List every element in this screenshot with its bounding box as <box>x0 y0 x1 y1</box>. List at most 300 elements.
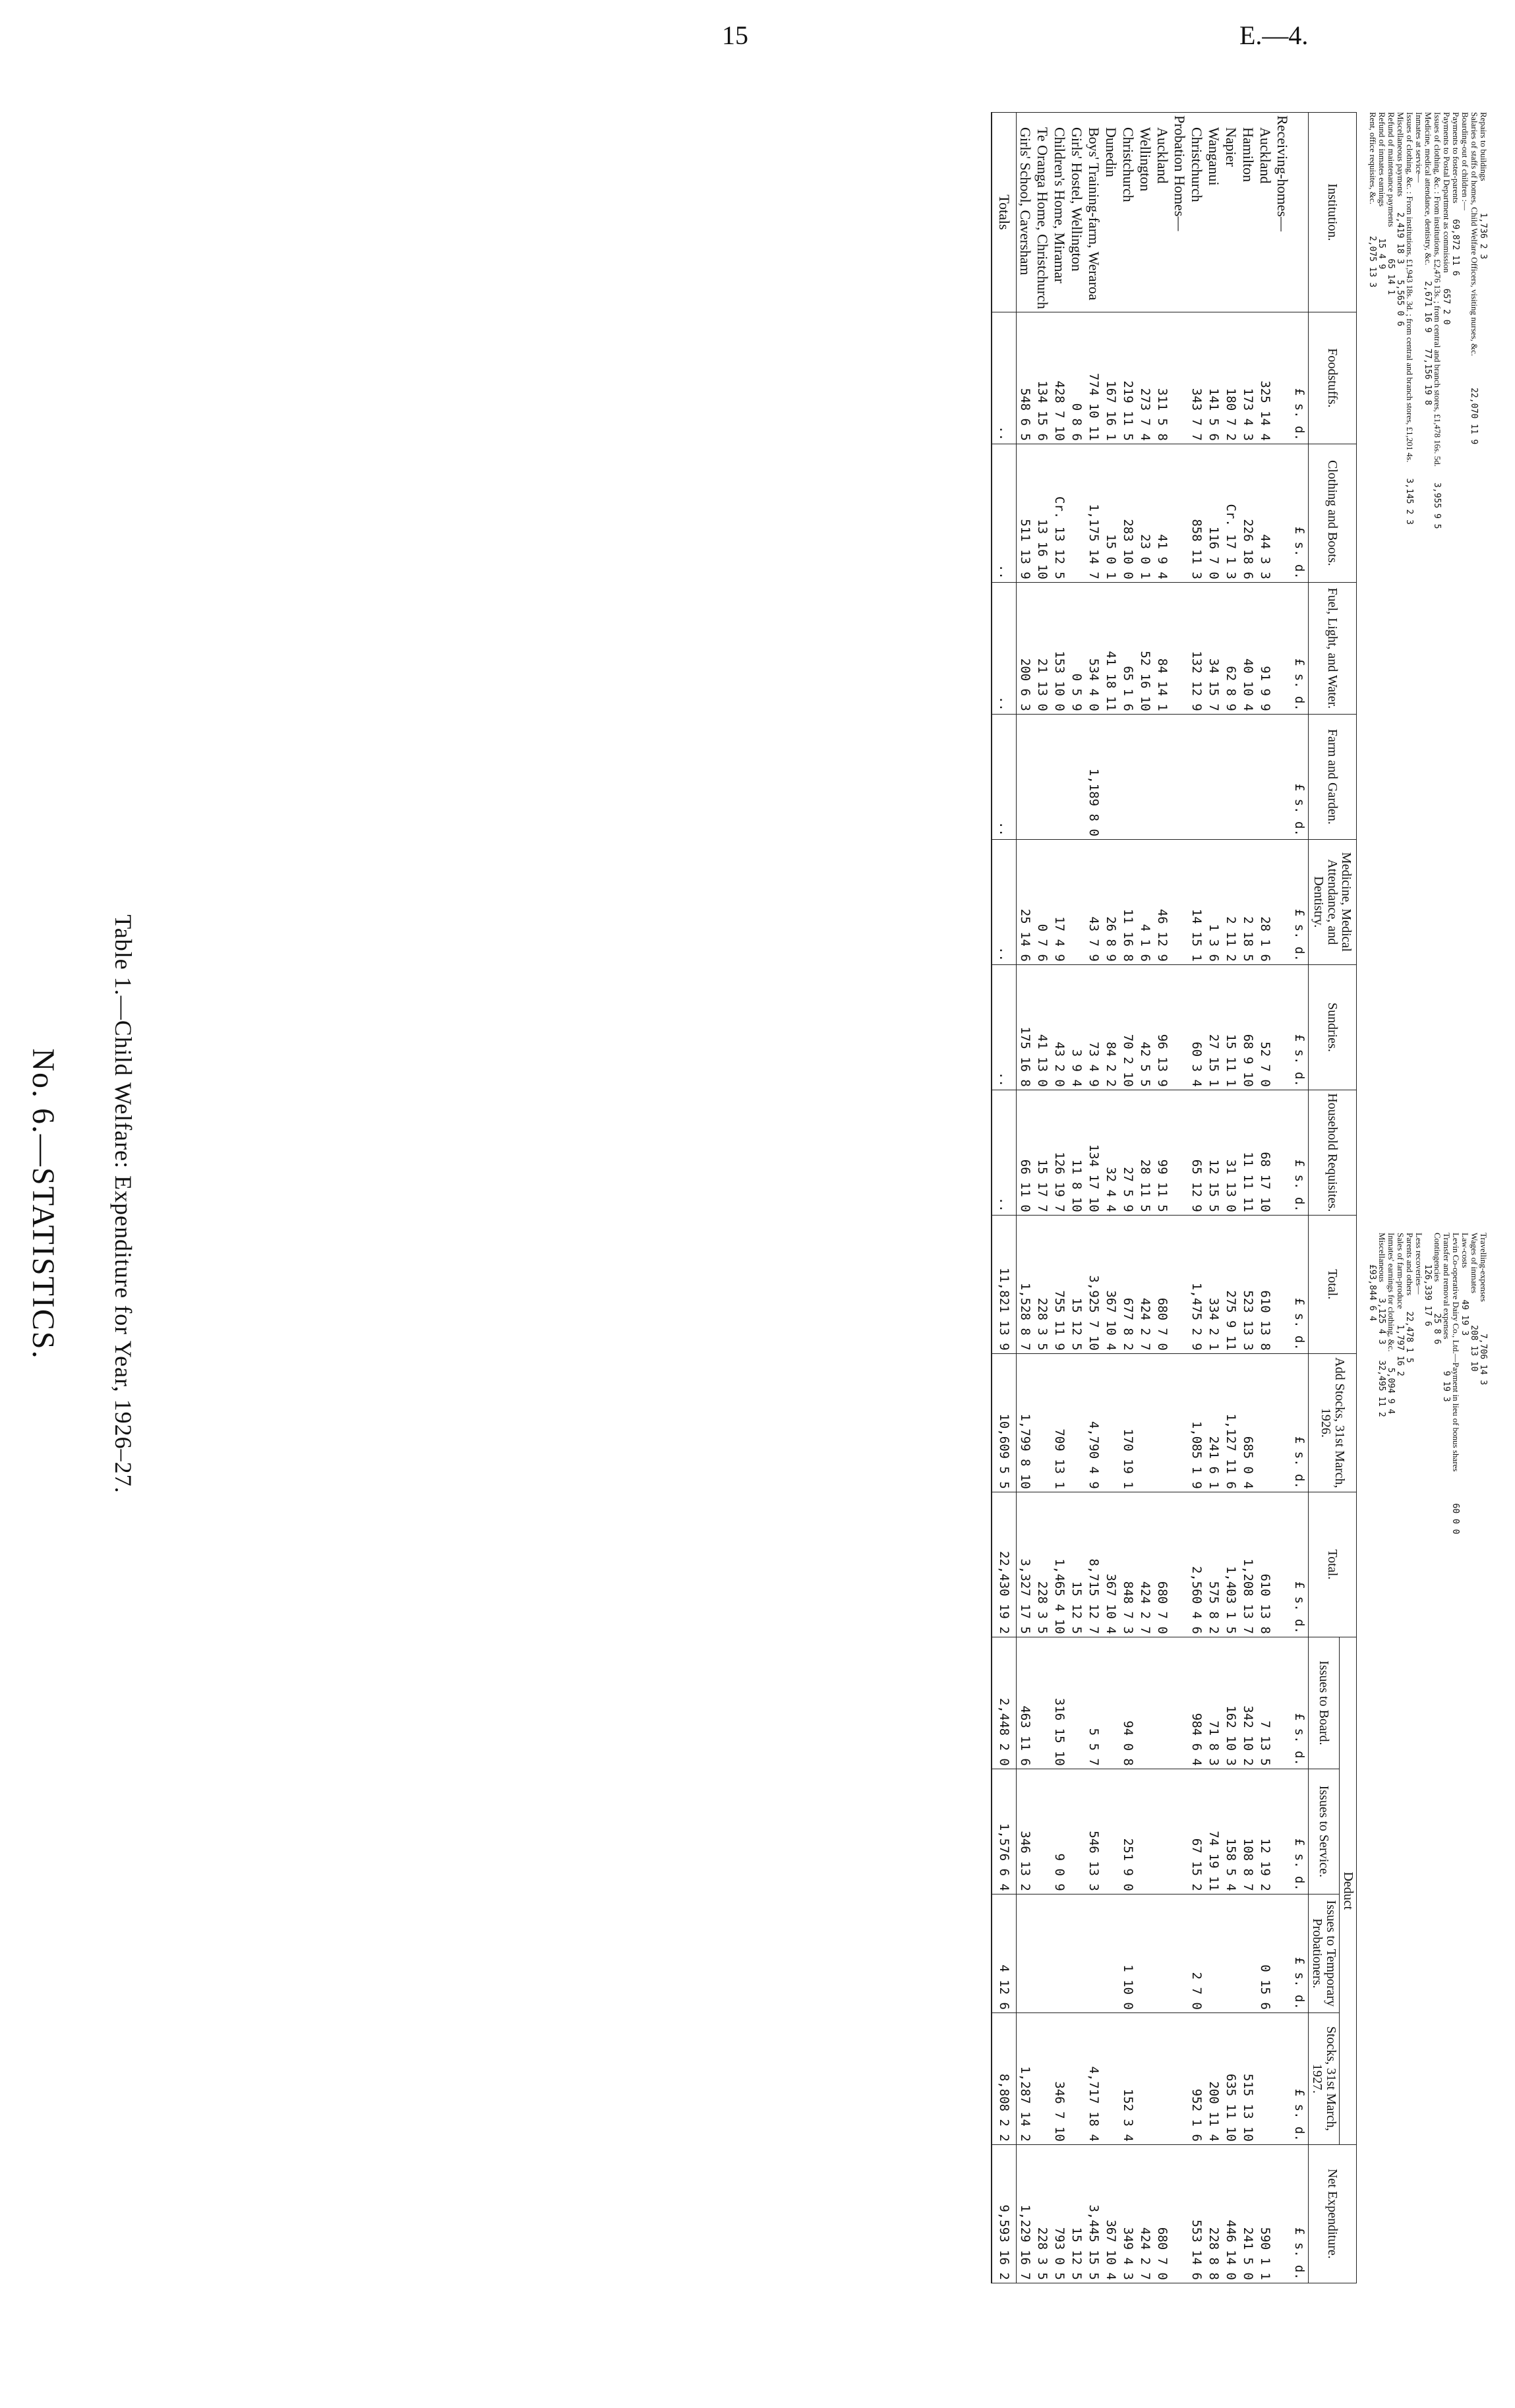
summary-label: Inmates at service— <box>1414 112 1424 183</box>
col-total-1: Total. <box>1309 1215 1357 1353</box>
value-cell <box>1102 714 1119 839</box>
value-cell <box>1137 1637 1154 1769</box>
value-cell <box>1274 312 1291 444</box>
value-cell <box>1171 1637 1188 1769</box>
value-cell: 515 13 10 <box>1239 2012 1257 2144</box>
value-cell: 11 11 11 <box>1239 1090 1257 1215</box>
institution-cell: Auckland <box>1257 113 1274 312</box>
summary-label: Rent, office requisites, &c. <box>1368 112 1378 204</box>
value-cell <box>1034 1769 1051 1894</box>
value-cell: 0 5 9 <box>1068 582 1085 714</box>
total-cell: 22,430 19 2 <box>992 1492 1017 1637</box>
value-cell: 15 0 1 <box>1102 444 1119 582</box>
summary-amount: 9 19 3 <box>1441 1370 1451 1402</box>
col-total-2: Total. <box>1309 1492 1357 1637</box>
value-cell <box>1119 714 1137 839</box>
value-cell: 41 13 0 <box>1034 964 1051 1090</box>
col-issues-probationers: Issues to Temporary Probationers. <box>1309 1894 1340 2012</box>
summary-label: Travelling-expenses <box>1479 1233 1489 1302</box>
value-cell: 1,127 11 6 <box>1222 1353 1239 1492</box>
value-cell: 32 4 4 <box>1102 1090 1119 1215</box>
value-cell: 0 7 6 <box>1034 839 1051 964</box>
value-cell <box>1154 714 1171 839</box>
summary-subamount: 1,797 16 2 <box>1395 1324 1405 1376</box>
value-cell <box>1154 1637 1171 1769</box>
col-fuel: Fuel, Light, and Water. <box>1309 582 1357 714</box>
value-cell: 709 13 1 <box>1051 1353 1068 1492</box>
value-cell: 52 7 0 <box>1257 964 1274 1090</box>
value-cell: 685 0 4 <box>1239 1353 1257 1492</box>
value-cell: 43 7 9 <box>1085 839 1102 964</box>
summary-subamount: 657 2 0 <box>1441 288 1451 325</box>
value-cell: 12 19 2 <box>1257 1769 1274 1894</box>
value-cell <box>1137 1353 1154 1492</box>
table-row <box>1222 113 1239 2283</box>
institution-cell: Receiving-homes— <box>1274 113 1291 312</box>
value-cell <box>1274 1090 1291 1215</box>
total-cell: .. <box>992 839 1017 964</box>
summary-row <box>1441 112 1452 341</box>
value-cell <box>1017 714 1034 839</box>
institution-cell: Wellington <box>1137 113 1154 312</box>
summary-amount: 126,339 17 6 <box>1423 1264 1433 1326</box>
value-cell <box>1171 582 1188 714</box>
value-cell: 162 10 3 <box>1222 1637 1239 1769</box>
col-household: Household Requisites. <box>1309 1090 1357 1215</box>
table-row <box>1102 113 1119 2283</box>
summary-label: Issues of clothing, &c. : From institutions, £2,476 13s. ; from central and branch stores, £1,478 16s. 5d. <box>1433 112 1442 467</box>
value-cell: 610 13 8 <box>1257 1215 1274 1353</box>
summary-amount: 22,070 11 9 <box>1469 388 1479 445</box>
value-cell: 523 13 3 <box>1239 1215 1257 1353</box>
institution-cell: Christchurch <box>1188 113 1205 312</box>
summary-amount: 77,156 19 8 <box>1423 348 1433 405</box>
value-cell: 275 9 11 <box>1222 1215 1239 1353</box>
total-cell: .. <box>992 1090 1017 1215</box>
total-cell: 10,609 5 5 <box>992 1353 1017 1492</box>
value-cell: 5 5 7 <box>1085 1637 1102 1769</box>
value-cell: 228 3 5 <box>1034 2144 1051 2283</box>
value-cell <box>1171 1215 1188 1353</box>
summary-label: Issues of clothing, &c. : From institutions, £1,943 18s. 3d. ; from central and branch stores, £1,201 4s. <box>1405 112 1415 463</box>
institution-cell: Christchurch <box>1119 113 1137 312</box>
value-cell: 546 13 3 <box>1085 1769 1102 1894</box>
value-cell <box>1034 1637 1051 1769</box>
value-cell: 42 5 5 <box>1137 964 1154 1090</box>
summary-row <box>1432 1233 1442 1344</box>
value-cell: 34 15 7 <box>1205 582 1222 714</box>
units-cell: £ s. d. <box>1291 1769 1309 1894</box>
value-cell <box>1274 2012 1291 2144</box>
summary-row <box>1478 112 1489 259</box>
value-cell: 67 15 2 <box>1188 1769 1205 1894</box>
summary-subamount: 3,125 4 3 <box>1377 1298 1386 1345</box>
value-cell <box>1068 1769 1085 1894</box>
summary-amount: 208 13 10 <box>1469 1325 1479 1372</box>
units-cell: £ s. d. <box>1291 1215 1309 1353</box>
value-cell: 283 10 0 <box>1119 444 1137 582</box>
value-cell <box>1274 839 1291 964</box>
table-title: Table 1.—Child Welfare: Expenditure for Year, 1926–27. <box>110 914 136 1494</box>
summary-row <box>1404 1233 1415 1379</box>
summary-subamount: 2,671 16 9 <box>1423 281 1433 333</box>
value-cell <box>1068 1637 1085 1769</box>
value-cell: 858 11 3 <box>1188 444 1205 582</box>
summary-label: Miscellaneous <box>1377 1233 1387 1283</box>
value-cell: 511 13 9 <box>1017 444 1034 582</box>
value-cell: 175 16 8 <box>1017 964 1034 1090</box>
value-cell: 116 7 0 <box>1205 444 1222 582</box>
summary-subamount: 2,419 18 3 <box>1395 212 1405 264</box>
value-cell: 21 13 0 <box>1034 582 1051 714</box>
section-heading: No. 6.—STATISTICS. <box>26 1048 61 1360</box>
value-cell: 3,327 17 5 <box>1017 1492 1034 1637</box>
summary-subamount: 3,955 9 5 <box>1432 483 1442 529</box>
total-cell: 9,593 16 2 <box>992 2144 1017 2283</box>
value-cell <box>1154 1353 1171 1492</box>
value-cell: 774 10 11 <box>1085 312 1102 444</box>
value-cell: 325 14 4 <box>1257 312 1274 444</box>
value-cell: 40 10 4 <box>1239 582 1257 714</box>
value-cell: 134 15 6 <box>1034 312 1051 444</box>
value-cell: 952 1 6 <box>1188 2012 1205 2144</box>
value-cell <box>1154 1769 1171 1894</box>
col-issues-service: Issues to Service. <box>1309 1769 1340 1894</box>
value-cell: 219 11 5 <box>1119 312 1137 444</box>
value-cell: 346 13 2 <box>1017 1769 1034 1894</box>
value-cell <box>1239 1894 1257 2012</box>
summary-row <box>1404 112 1415 541</box>
value-cell <box>1034 1894 1051 2012</box>
units-cell: £ s. d. <box>1291 964 1309 1090</box>
value-cell <box>1137 1894 1154 2012</box>
value-cell: 27 15 1 <box>1205 964 1222 1090</box>
value-cell: 680 7 0 <box>1154 1215 1171 1353</box>
summary-amount: 65 14 1 <box>1386 258 1396 295</box>
summary-row <box>1460 1233 1470 1336</box>
value-cell: 635 11 10 <box>1222 2012 1239 2144</box>
value-cell: 428 7 10 <box>1051 312 1068 444</box>
summary-row <box>1450 112 1461 291</box>
value-cell <box>1034 1353 1051 1492</box>
value-cell: 65 12 9 <box>1188 1090 1205 1215</box>
units-cell: £ s. d. <box>1291 839 1309 964</box>
value-cell: 44 3 3 <box>1257 444 1274 582</box>
value-cell: 152 3 4 <box>1119 2012 1137 2144</box>
value-cell: 28 1 6 <box>1257 839 1274 964</box>
summary-row <box>1377 1233 1387 1417</box>
summary-row <box>1395 1233 1406 1392</box>
value-cell: 4,790 4 9 <box>1085 1353 1102 1492</box>
value-cell: 17 4 9 <box>1051 839 1068 964</box>
value-cell: 68 9 10 <box>1239 964 1257 1090</box>
value-cell <box>1102 1894 1119 2012</box>
col-farm: Farm and Garden. <box>1309 714 1357 839</box>
summary-label: Payments to Postal Department as commission <box>1442 112 1452 273</box>
table-row <box>1257 113 1274 2283</box>
summary-row <box>1432 112 1442 544</box>
value-cell: 228 3 5 <box>1034 1492 1051 1637</box>
value-cell <box>1051 1894 1068 2012</box>
institution-cell: Dunedin <box>1102 113 1119 312</box>
value-cell <box>1068 2012 1085 2144</box>
summary-label: Inmates' earnings for clothing, &c. <box>1386 1233 1396 1352</box>
value-cell <box>1274 2144 1291 2283</box>
summary-subamount: 3,145 2 3 <box>1404 478 1414 525</box>
value-cell <box>1051 714 1068 839</box>
value-cell: 553 14 6 <box>1188 2144 1205 2283</box>
table-row <box>1137 113 1154 2283</box>
value-cell: 8,715 12 7 <box>1085 1492 1102 1637</box>
value-cell: 43 2 0 <box>1051 964 1068 1090</box>
value-cell: 15 17 7 <box>1034 1090 1051 1215</box>
value-cell: 11 8 10 <box>1068 1090 1085 1215</box>
total-cell: .. <box>992 714 1017 839</box>
table-row <box>1068 113 1085 2283</box>
col-clothing: Clothing and Boots. <box>1309 444 1357 582</box>
value-cell: 9 0 9 <box>1051 1769 1068 1894</box>
value-cell: 65 1 6 <box>1119 582 1137 714</box>
value-cell: 251 9 0 <box>1119 1769 1137 1894</box>
value-cell: 11 16 8 <box>1119 839 1137 964</box>
summary-label: Refund of inmates earnings <box>1377 112 1387 207</box>
institution-cell: Children's Home, Miramar <box>1051 113 1068 312</box>
summary-amount: 60 0 0 <box>1450 1503 1460 1535</box>
institution-cell: Te Oranga Home, Christchurch <box>1034 113 1051 312</box>
total-cell: 4 12 6 <box>992 1894 1017 2012</box>
value-cell <box>1188 714 1205 839</box>
value-cell: 126 19 7 <box>1051 1090 1068 1215</box>
col-issues-board: Issues to Board. <box>1309 1637 1340 1769</box>
value-cell: 1,287 14 2 <box>1017 2012 1034 2144</box>
value-cell: 677 8 2 <box>1119 1215 1137 1353</box>
value-cell: 41 18 11 <box>1102 582 1119 714</box>
summary-amount: 25 8 6 <box>1432 1313 1442 1345</box>
total-cell: 2,448 2 0 <box>992 1637 1017 1769</box>
value-cell: 15 11 1 <box>1222 964 1239 1090</box>
value-cell: 346 7 10 <box>1051 2012 1068 2144</box>
value-cell: 7 13 5 <box>1257 1637 1274 1769</box>
value-cell: 14 15 1 <box>1188 839 1205 964</box>
units-cell: £ s. d. <box>1291 312 1309 444</box>
value-cell <box>1137 714 1154 839</box>
summary-row <box>1413 112 1424 214</box>
summary-label: Boarding-out of children :— <box>1460 112 1470 211</box>
institution-cell: Auckland <box>1154 113 1171 312</box>
value-cell: 984 6 4 <box>1188 1637 1205 1769</box>
value-cell <box>1205 1894 1222 2012</box>
value-cell: 446 14 0 <box>1222 2144 1239 2283</box>
units-cell <box>1291 113 1309 312</box>
value-cell: 3,925 7 10 <box>1085 1215 1102 1353</box>
units-cell: £ s. d. <box>1291 714 1309 839</box>
value-cell: 84 2 2 <box>1102 964 1119 1090</box>
value-cell: 367 10 4 <box>1102 1492 1119 1637</box>
value-cell: 1,085 1 9 <box>1188 1353 1205 1492</box>
value-cell: 25 14 6 <box>1017 839 1034 964</box>
value-cell <box>1171 312 1188 444</box>
total-cell: 8,808 2 2 <box>992 2012 1017 2144</box>
value-cell <box>1274 1894 1291 2012</box>
value-cell: 311 5 8 <box>1154 312 1171 444</box>
total-cell: 11,821 13 9 <box>992 1215 1017 1353</box>
value-cell: 134 17 10 <box>1085 1090 1102 1215</box>
value-cell: 2 18 5 <box>1239 839 1257 964</box>
summary-row <box>1377 112 1387 269</box>
institution-cell: Probation Homes— <box>1171 113 1188 312</box>
table-row <box>1017 113 1034 2283</box>
value-cell: 534 4 0 <box>1085 582 1102 714</box>
value-cell: 4,717 18 4 <box>1085 2012 1102 2144</box>
value-cell: 575 8 2 <box>1205 1492 1222 1637</box>
value-cell: 1,465 4 10 <box>1051 1492 1068 1637</box>
value-cell: 680 7 0 <box>1154 2144 1171 2283</box>
value-cell: 2,560 4 6 <box>1188 1492 1205 1637</box>
value-cell: 228 8 8 <box>1205 2144 1222 2283</box>
value-cell: 1,403 1 5 <box>1222 1492 1239 1637</box>
value-cell <box>1222 714 1239 839</box>
value-cell <box>1068 444 1085 582</box>
value-cell: 273 7 4 <box>1137 312 1154 444</box>
totals-label: Totals <box>992 113 1017 312</box>
value-cell: 158 5 4 <box>1222 1769 1239 1894</box>
value-cell <box>1102 1353 1119 1492</box>
units-cell: £ s. d. <box>1291 1353 1309 1492</box>
value-cell <box>1171 2012 1188 2144</box>
total-cell: .. <box>992 964 1017 1090</box>
summary-amount: 5,565 0 6 <box>1395 279 1405 326</box>
summary-label: Parents and others <box>1405 1233 1415 1296</box>
value-cell: 74 19 11 <box>1205 1769 1222 1894</box>
value-cell <box>1171 1492 1188 1637</box>
total-cell: 1,576 6 4 <box>992 1769 1017 1894</box>
value-cell: 1,229 16 7 <box>1017 2144 1034 2283</box>
summary-row <box>1386 1233 1396 1430</box>
value-cell: 4 1 6 <box>1137 839 1154 964</box>
value-cell: 173 4 3 <box>1239 312 1257 444</box>
summary-row <box>1386 112 1396 295</box>
value-cell: 52 16 10 <box>1137 582 1154 714</box>
value-cell <box>1034 714 1051 839</box>
value-cell: 66 11 0 <box>1017 1090 1034 1215</box>
table-row <box>1085 113 1102 2283</box>
value-cell <box>1274 1492 1291 1637</box>
value-cell: 15 12 5 <box>1068 2144 1085 2283</box>
value-cell: 367 10 4 <box>1102 2144 1119 2283</box>
value-cell: 228 3 5 <box>1034 1215 1051 1353</box>
summary-label: Levin Co-operative Dairy Co., Ltd.—Payment in lieu of bonus shares <box>1451 1233 1461 1472</box>
value-cell: 27 5 9 <box>1119 1090 1137 1215</box>
value-cell: 848 7 3 <box>1119 1492 1137 1637</box>
value-cell: 424 2 7 <box>1137 2144 1154 2283</box>
summary-row <box>1478 1233 1489 1385</box>
value-cell: 241 6 1 <box>1205 1353 1222 1492</box>
summary-row <box>1423 1233 1433 1326</box>
page-code: E.—4. <box>1239 20 1309 50</box>
value-cell: 15 12 5 <box>1068 1215 1085 1353</box>
summary-label: Less recoveries— <box>1414 1233 1424 1295</box>
col-net-expenditure: Net Expenditure. <box>1309 2144 1357 2283</box>
summary-subamount: 5,094 9 4 <box>1386 1367 1396 1415</box>
table-body <box>992 113 1291 2283</box>
value-cell: 424 2 7 <box>1137 1215 1154 1353</box>
expenditure-table <box>991 112 1357 2283</box>
value-cell <box>1171 1353 1188 1492</box>
value-cell: 1,175 14 7 <box>1085 444 1102 582</box>
summary-amount: £93,844 6 4 <box>1367 1264 1377 1322</box>
total-cell: .. <box>992 312 1017 444</box>
value-cell <box>1034 2012 1051 2144</box>
value-cell <box>1085 1894 1102 2012</box>
col-stocks-1927: Stocks, 31st March, 1927. <box>1309 2012 1340 2144</box>
value-cell: 31 13 0 <box>1222 1090 1239 1215</box>
summary-section <box>1363 112 1489 2347</box>
value-cell: 26 8 9 <box>1102 839 1119 964</box>
value-cell: 132 12 9 <box>1188 582 1205 714</box>
units-row <box>1291 113 1309 2283</box>
value-cell <box>1274 964 1291 1090</box>
summary-row <box>1469 112 1479 444</box>
value-cell: 343 7 7 <box>1188 312 1205 444</box>
page-number: 15 <box>722 20 748 50</box>
expenditure-table-container <box>150 112 1357 2347</box>
value-cell: 170 19 1 <box>1119 1353 1137 1492</box>
value-cell: 108 8 7 <box>1239 1769 1257 1894</box>
table-row <box>1034 113 1051 2283</box>
value-cell: 84 14 1 <box>1154 582 1171 714</box>
value-cell <box>1154 2012 1171 2144</box>
value-cell: 0 15 6 <box>1257 1894 1274 2012</box>
summary-row <box>1441 1233 1452 1402</box>
deduct-header: Deduct <box>1340 1637 1357 2144</box>
table-row <box>1188 113 1205 2283</box>
units-cell: £ s. d. <box>1291 1637 1309 1769</box>
value-cell: 141 5 6 <box>1205 312 1222 444</box>
summary-label: Refund of maintenance payments <box>1386 112 1396 227</box>
value-cell <box>1102 1769 1119 1894</box>
col-medicine: Medicine, Medical Attendance, and Dentistry. <box>1309 839 1357 964</box>
col-institution: Institution. <box>1309 113 1357 312</box>
value-cell <box>1154 1894 1171 2012</box>
institution-cell: Boys' Training-farm, Weraroa <box>1085 113 1102 312</box>
value-cell <box>1274 582 1291 714</box>
units-cell: £ s. d. <box>1291 582 1309 714</box>
table-row <box>1239 113 1257 2283</box>
summary-amount: 1,736 2 3 <box>1478 212 1488 260</box>
value-cell: 1,475 2 9 <box>1188 1215 1205 1353</box>
value-cell <box>1068 714 1085 839</box>
summary-row <box>1469 1233 1479 1372</box>
value-cell <box>1171 1894 1188 2012</box>
value-cell: 1,799 8 10 <box>1017 1353 1034 1492</box>
value-cell: 60 3 4 <box>1188 964 1205 1090</box>
value-cell: 200 6 3 <box>1017 582 1034 714</box>
value-cell <box>1239 714 1257 839</box>
value-cell: 12 15 5 <box>1205 1090 1222 1215</box>
col-foodstuffs: Foodstuffs. <box>1309 312 1357 444</box>
value-cell <box>1171 1769 1188 1894</box>
value-cell <box>1274 1769 1291 1894</box>
value-cell: 1,208 13 7 <box>1239 1492 1257 1637</box>
summary-label: Transfer and removal expenses <box>1442 1233 1452 1339</box>
units-cell: £ s. d. <box>1291 444 1309 582</box>
units-cell: £ s. d. <box>1291 1492 1309 1637</box>
units-cell: £ s. d. <box>1291 1894 1309 2012</box>
value-cell: 241 5 0 <box>1239 2144 1257 2283</box>
total-cell: .. <box>992 582 1017 714</box>
summary-row <box>1367 1233 1378 1321</box>
value-cell <box>1171 1090 1188 1215</box>
